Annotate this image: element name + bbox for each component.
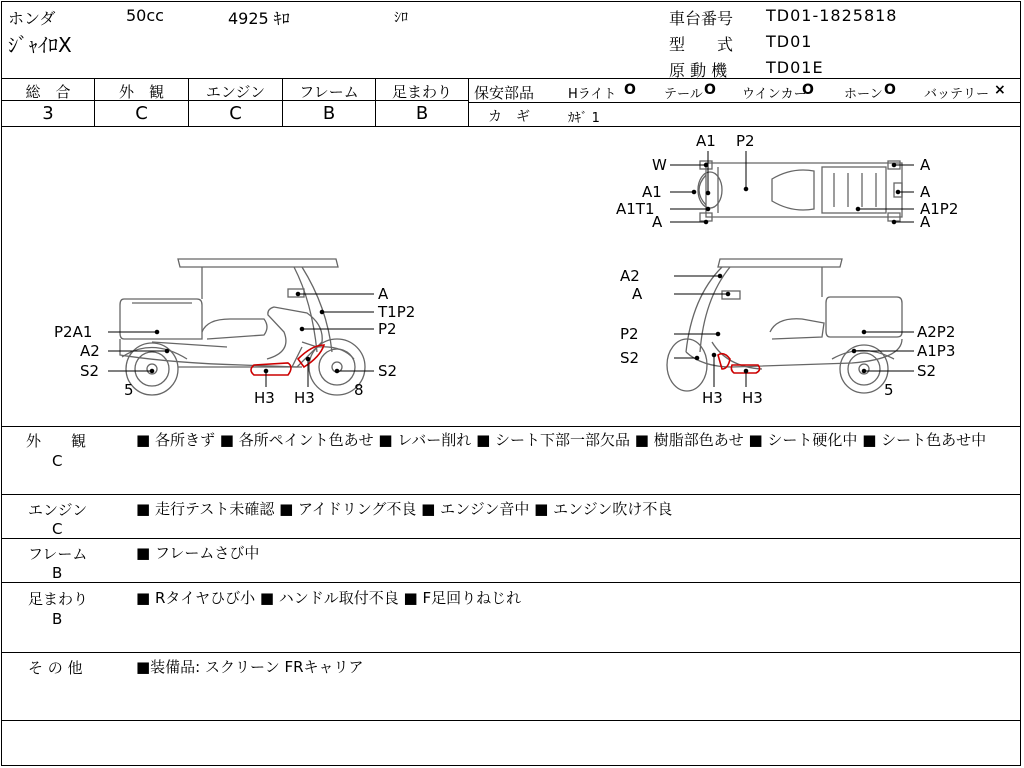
diagram-label: S2 <box>620 349 640 367</box>
safety-mark: O <box>884 82 896 98</box>
inspection-sheet <box>1 1 1021 766</box>
remark-grade-suspension: B <box>52 610 63 628</box>
grade-header-frame: フレーム <box>299 83 359 101</box>
key-label: カ ギ <box>488 109 530 125</box>
divider <box>2 720 1020 721</box>
grade-exterior: C <box>135 103 148 124</box>
diagram-label: H3 <box>294 389 315 407</box>
diagram-label: 5 <box>884 381 894 399</box>
diagram-label: S2 <box>917 362 937 380</box>
engine-value: TD01E <box>766 58 824 77</box>
divider <box>468 78 469 126</box>
diagram-label: W <box>652 156 667 174</box>
divider <box>2 582 1020 583</box>
divider <box>2 494 1020 495</box>
diagram-label: A2 <box>620 267 640 285</box>
divider <box>468 102 1020 103</box>
remark-label-suspension: 足まわり <box>28 590 89 608</box>
safety-item-horn: ホーン <box>844 87 883 102</box>
diagram-label: A <box>920 156 931 174</box>
scooter-top-outline <box>698 161 902 221</box>
diagram-label: A1 <box>642 183 662 201</box>
grade-suspension: B <box>415 103 429 124</box>
remark-label-other: そ の 他 <box>28 659 83 677</box>
diagram-label: A2 <box>80 342 100 360</box>
diagram-label: S2 <box>378 362 398 380</box>
diagram-label: H3 <box>254 389 275 407</box>
safety-mark: O <box>802 82 814 98</box>
safety-mark: O <box>704 82 716 98</box>
diagram-label: A1P3 <box>917 342 956 360</box>
leader-lines <box>108 151 914 387</box>
diagram-label: P2 <box>620 325 639 343</box>
grade-header-exterior: 外 観 <box>118 83 164 101</box>
diagram-label: P2 <box>736 132 755 150</box>
divider <box>2 538 1020 539</box>
grade-header-engine: エンジン <box>205 83 266 101</box>
safety-mark: × <box>994 82 1006 98</box>
remark-text-suspension: ■ Rタイヤひび小 ■ ハンドル取付不良 ■ F足回りねじれ <box>136 589 522 607</box>
color: ｼﾛ <box>394 10 408 26</box>
diagram-label: A1T1 <box>616 200 655 218</box>
diagram-label: A2P2 <box>917 323 956 341</box>
diagram-label: S2 <box>80 362 100 380</box>
damage-diagram <box>2 127 1020 425</box>
model-name: ｼﾞｬｲﾛX <box>8 33 72 57</box>
type-label: 型 式 <box>669 35 734 54</box>
diagram-label: P2 <box>378 320 397 338</box>
diagram-label: A1P2 <box>920 200 959 218</box>
divider <box>2 652 1020 653</box>
diagram-label: A <box>652 213 663 231</box>
diagram-label: A1 <box>696 132 716 150</box>
safety-item-battery: バッテリー <box>924 87 990 102</box>
remark-text-other: ■装備品: スクリーン FRキャリア <box>136 658 364 676</box>
scooter-right-outline <box>667 259 902 393</box>
grade-header-overall: 総 合 <box>25 83 71 101</box>
remark-text-frame: ■ フレームさび中 <box>136 544 260 562</box>
safety-mark: O <box>624 82 636 98</box>
remark-text-engine: ■ 走行テスト未確認 ■ アイドリング不良 ■ エンジン音中 ■ エンジン吹け不良 <box>136 500 673 518</box>
diagram-label: A <box>920 213 931 231</box>
safety-item-tail: テール <box>664 87 703 102</box>
maker: ホンダ <box>8 9 56 28</box>
displacement: 50cc <box>126 6 164 25</box>
mileage: 4925 ｷﾛ <box>228 9 290 28</box>
diagram-label: T1P2 <box>378 303 416 321</box>
divider <box>2 78 1020 79</box>
damage-marker <box>251 363 291 375</box>
grade-header-suspension: 足まわり <box>391 83 452 101</box>
diagram-label: P2A1 <box>54 323 93 341</box>
remark-grade-frame: B <box>52 564 63 582</box>
diagram-label: H3 <box>742 389 763 407</box>
safety-item-headlight: Hライト <box>568 87 617 102</box>
remark-label-engine: エンジン <box>28 501 88 519</box>
diagram-label: A <box>920 183 931 201</box>
frame-no: TD01-1825818 <box>766 6 898 25</box>
type-value: TD01 <box>766 32 813 51</box>
engine-label: 原 動 機 <box>669 61 728 80</box>
remark-label-frame: フレーム <box>28 545 88 563</box>
remark-label-exterior: 外 観 <box>26 432 87 450</box>
scooter-left-outline <box>120 259 365 395</box>
remark-grade-engine: C <box>52 520 63 538</box>
diagram-labels <box>54 132 958 407</box>
diagram-label: H3 <box>702 389 723 407</box>
frame-no-label: 車台番号 <box>669 9 734 28</box>
safety-item-winker: ウインカー <box>742 87 807 102</box>
safety-label: 保安部品 <box>474 84 535 102</box>
grade-engine: C <box>229 103 242 124</box>
grade-frame: B <box>322 103 336 124</box>
diagram-label: A <box>378 285 389 303</box>
diagram-label: 8 <box>354 381 364 399</box>
grade-overall: 3 <box>42 103 54 124</box>
remark-text-exterior: ■ 各所きず ■ 各所ペイント色あせ ■ レバー削れ ■ シート下部一部欠品 ■ 樹脂部色あせ ■ シート硬化中 ■ シート色あせ中 <box>136 431 987 449</box>
key-value: ｶｷﾞ 1 <box>568 111 600 126</box>
diagram-label: 5 <box>124 381 134 399</box>
remark-grade-exterior: C <box>52 452 63 470</box>
diagram-label: A <box>632 285 643 303</box>
divider <box>2 426 1020 427</box>
